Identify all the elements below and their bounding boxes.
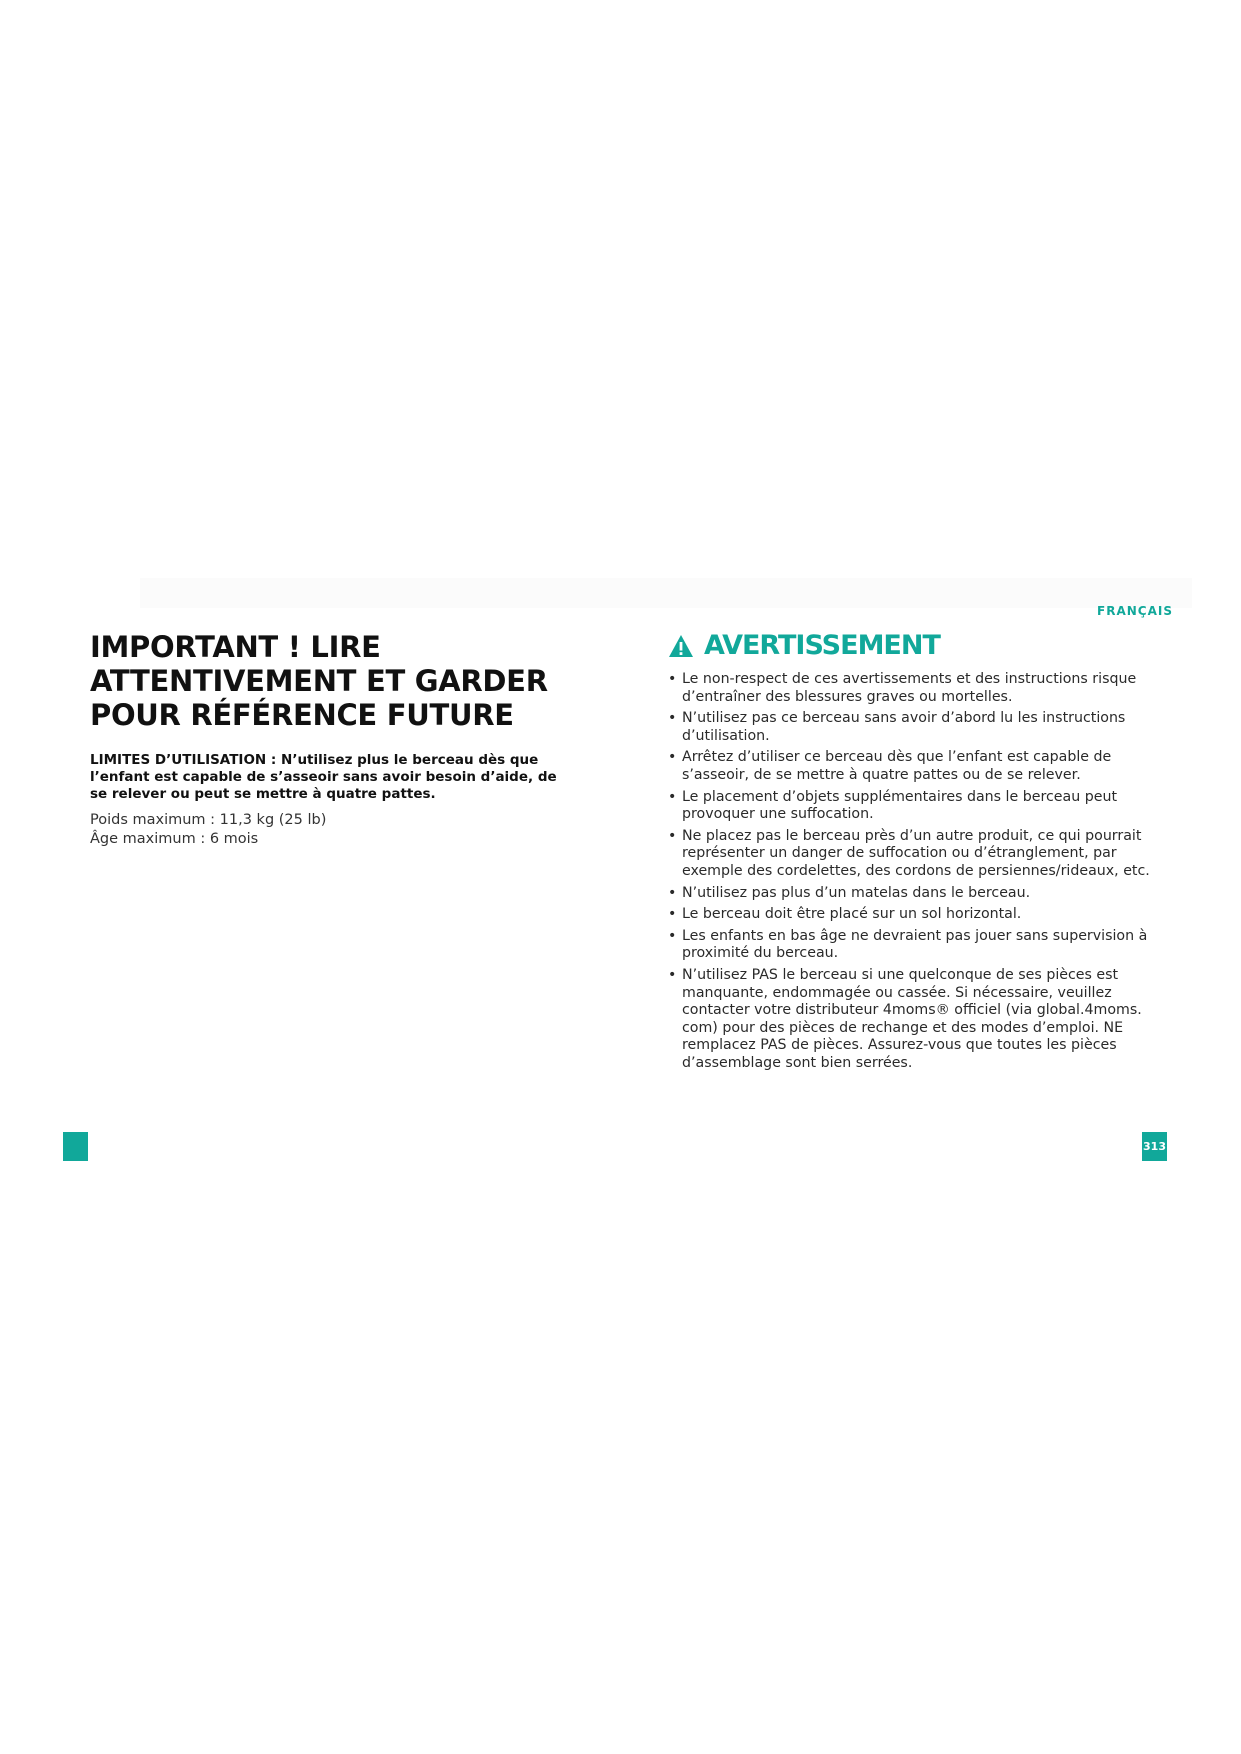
- warning-item-text: N’utilisez pas plus d’un matelas dans le berceau.: [682, 884, 1031, 901]
- bullet-dot: •: [668, 884, 677, 901]
- page-title: [90, 630, 560, 732]
- warning-item: [668, 710, 1158, 745]
- warning-item-text: Arrêtez d’utiliser ce berceau dès que l’enfant est capable de s’asseoir, de se mettre à quatre pattes ou de se relever.: [682, 749, 1112, 783]
- warning-item: [668, 967, 1158, 1073]
- bullet-dot: •: [668, 788, 677, 805]
- bullet-dot: •: [668, 906, 677, 923]
- warning-triangle-icon: [668, 634, 694, 658]
- warning-item: [668, 749, 1158, 784]
- left-page-marker: [63, 1132, 88, 1161]
- warning-title: AVERTISSEMENT: [704, 630, 940, 661]
- max-weight-text: Poids maximum : 11,3 kg (25 lb): [90, 812, 327, 828]
- warning-item-text: N’utilisez PAS le berceau si une quelconque de ses pièces est manquante, endommagée ou cassée. Si nécessaire, veuillez contacter votre distributeur 4moms® officiel (via global.4moms. com) pour des pièces de rechange et des modes d’emploi. NE remplacez PAS de pièces. Assurez-vous que toutes les pièces d’assemblage sont bien serrées.: [682, 966, 1142, 1071]
- header-band: [140, 578, 1192, 608]
- usage-limits-text: LIMITES D’UTILISATION : N’utilisez plus le berceau dès que l’enfant est capable de s’asseoir sans avoir besoin d’aide, de se relever ou peut se mettre à quatre pattes.: [90, 752, 557, 802]
- warning-item: [668, 885, 1158, 903]
- warning-item: [668, 928, 1158, 963]
- bullet-dot: •: [668, 827, 677, 844]
- right-column: [668, 630, 1158, 1076]
- warning-item: [668, 789, 1158, 824]
- left-column: [90, 630, 560, 849]
- bullet-dot: •: [668, 966, 677, 983]
- title-line: POUR RÉFÉRENCE FUTURE: [90, 698, 514, 732]
- warning-item-text: Le non-respect de ces avertissements et des instructions risque d’entraîner des blessures graves ou mortelles.: [682, 671, 1137, 705]
- bullet-dot: •: [668, 927, 677, 944]
- bullet-dot: •: [668, 710, 677, 727]
- warning-list: [668, 671, 1158, 1072]
- warning-item-text: Les enfants en bas âge ne devraient pas jouer sans supervision à proximité du berceau.: [682, 927, 1148, 962]
- language-label: FRANÇAIS: [1097, 604, 1173, 618]
- specs-block: [90, 811, 560, 849]
- warning-item: [668, 906, 1158, 924]
- bullet-dot: •: [668, 749, 677, 766]
- warning-item: [668, 671, 1158, 706]
- warning-item-text: Le berceau doit être placé sur un sol horizontal.: [682, 906, 1022, 923]
- title-line: IMPORTANT ! LIRE: [90, 630, 381, 664]
- max-age-text: Âge maximum : 6 mois: [90, 831, 259, 847]
- warning-item-text: N’utilisez pas ce berceau sans avoir d’abord lu les instructions d’utilisation.: [682, 710, 1126, 744]
- warning-item-text: Ne placez pas le berceau près d’un autre produit, ce qui pourrait représenter un danger de suffocation ou d’étranglement, par exemple des cordelettes, des cordons de persiennes/rideaux, etc.: [682, 827, 1150, 879]
- bullet-dot: •: [668, 671, 677, 687]
- page-number: 313: [1142, 1132, 1167, 1161]
- warning-item-text: Le placement d’objets supplémentaires dans le berceau peut provoquer une suffocation.: [682, 788, 1118, 823]
- title-line: ATTENTIVEMENT ET GARDER: [90, 664, 548, 698]
- warning-heading: [668, 630, 1158, 661]
- warning-item: [668, 828, 1158, 881]
